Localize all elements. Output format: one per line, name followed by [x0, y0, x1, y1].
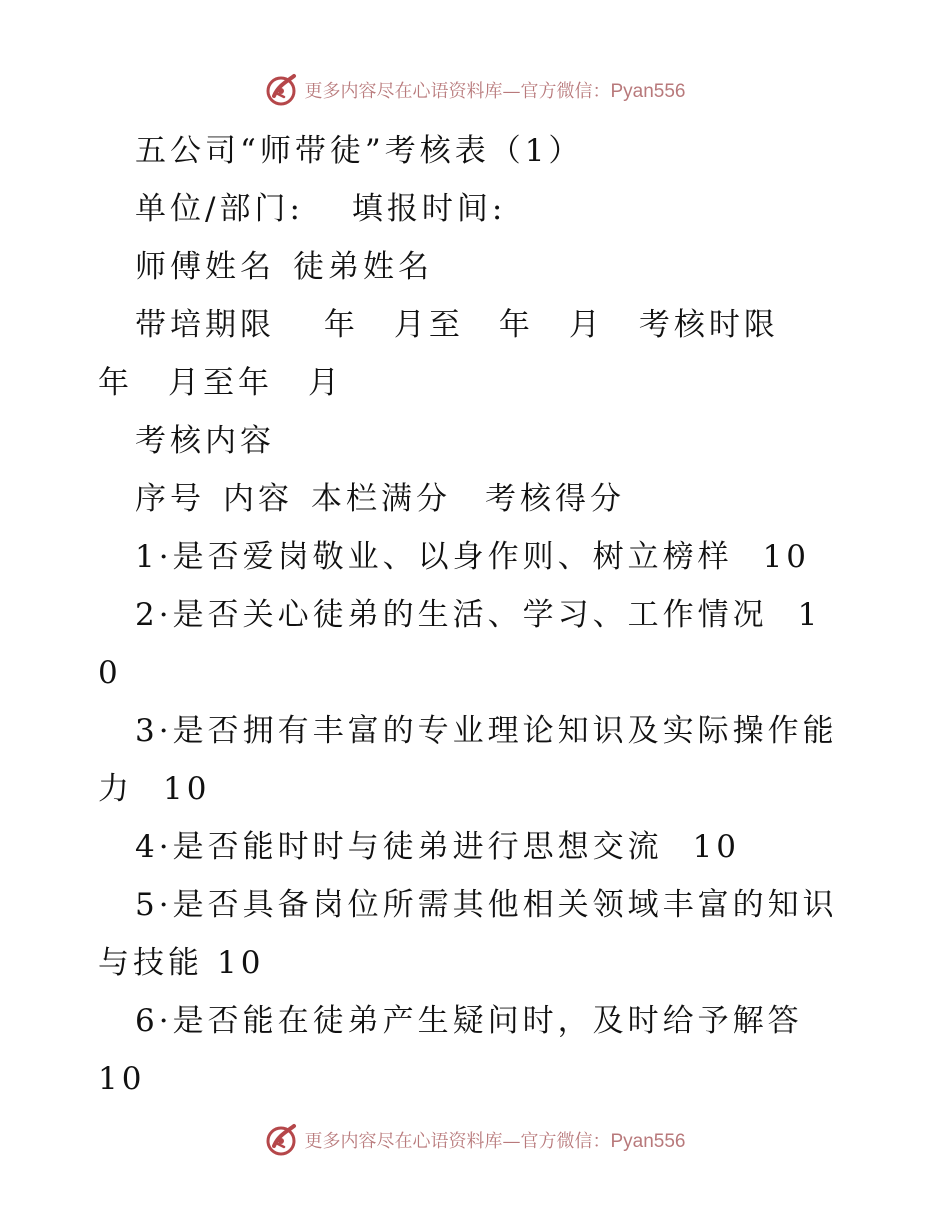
- item-full-score: 10: [762, 539, 811, 575]
- section-title: 考核内容: [135, 423, 275, 459]
- item-row: [98, 586, 840, 702]
- red-brush-seal-icon: [264, 1122, 300, 1158]
- item-content: 是否能在徒弟产生疑问时，及时给予解答: [172, 1003, 803, 1039]
- item-no: 1·: [135, 539, 173, 575]
- watermark-banner-bottom: [0, 1120, 950, 1160]
- header-full-score: 本栏满分: [311, 481, 451, 517]
- red-brush-seal-icon: [264, 72, 300, 108]
- item-content: 是否拥有丰富的专业理论知识及实际操作能力: [98, 713, 838, 807]
- item-content: 是否具备岗位所需其他相关领域丰富的知识与技能: [98, 887, 838, 981]
- item-row: [98, 528, 840, 586]
- item-full-score: 10: [163, 771, 211, 807]
- watermark-text: [304, 1127, 685, 1153]
- apprentice-name-label: 徒弟姓名: [293, 249, 433, 285]
- item-full-score: 10: [692, 829, 741, 865]
- item-row: [98, 702, 840, 818]
- watermark-banner-top: [0, 70, 950, 110]
- watermark-wechat-label: 官方微信：: [520, 1131, 611, 1152]
- item-no: 5·: [135, 887, 173, 923]
- item-no: 4·: [135, 829, 173, 865]
- header-content: 内容: [223, 481, 293, 517]
- watermark-wechat-label: 官方微信：: [520, 81, 611, 102]
- watermark-content: [264, 72, 685, 108]
- watermark-wechat-id: Pyan556: [610, 81, 686, 102]
- master-name-label: 师傅姓名: [135, 249, 275, 285]
- unit-line: [98, 180, 840, 238]
- watermark-content: [264, 1122, 685, 1158]
- item-row: [98, 818, 840, 876]
- watermark-separator: —: [502, 81, 521, 102]
- item-no: 3·: [135, 713, 173, 749]
- header-score: 考核得分: [485, 481, 625, 517]
- training-period-line: 带培期限 年 月至 年 月 考核时限 年 月至年 月: [98, 307, 814, 401]
- document-title: 五公司“师带徒”考核表（1）: [135, 133, 584, 169]
- table-header: [98, 470, 840, 528]
- item-content: 是否能时时与徒弟进行思想交流: [172, 829, 663, 865]
- header-no: 序号: [135, 481, 205, 517]
- item-row: [98, 992, 840, 1108]
- watermark-text: [304, 77, 685, 103]
- watermark-slogan: 更多内容尽在心语资料库: [304, 1131, 503, 1152]
- item-row: [98, 876, 840, 992]
- watermark-separator: —: [502, 1131, 521, 1152]
- item-full-score: 10: [217, 945, 265, 981]
- watermark-wechat-id: Pyan556: [610, 1131, 686, 1152]
- item-full-score: 10: [98, 597, 822, 691]
- document-body: [98, 122, 840, 1108]
- fill-time-label: 填报时间:: [351, 191, 507, 227]
- names-line: [98, 238, 840, 296]
- item-content: 是否爱岗敬业、以身作则、树立榜样: [172, 539, 733, 575]
- item-no: 6·: [135, 1003, 173, 1039]
- item-content: 是否关心徒弟的生活、学习、工作情况: [172, 597, 768, 633]
- watermark-slogan: 更多内容尽在心语资料库: [304, 81, 503, 102]
- unit-label: 单位/部门:: [135, 191, 304, 227]
- item-no: 2·: [135, 597, 173, 633]
- item-full-score: 10: [98, 1061, 146, 1097]
